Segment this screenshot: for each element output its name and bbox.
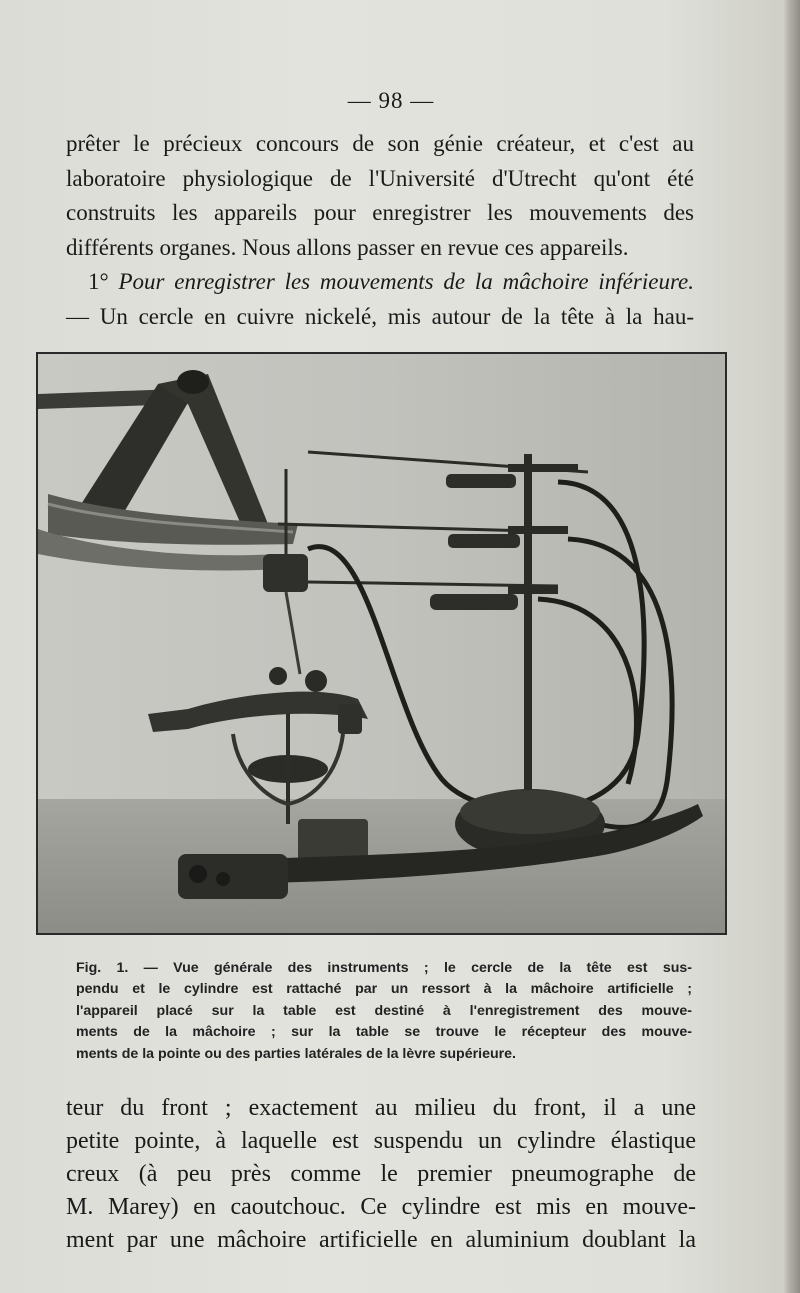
text-line: M. Marey) en caoutchouc. Ce cylindre est mis en mouve- <box>66 1194 696 1220</box>
text-line: petite pointe, à laquelle est suspendu un cylindre élastique <box>66 1128 696 1154</box>
photograph-illustration <box>38 354 725 933</box>
figure-caption <box>76 958 692 1065</box>
caption-line: ments de la mâchoire ; sur la table se trouve le récepteur des mouve- <box>76 1024 692 1041</box>
figure-photograph <box>36 352 727 935</box>
section-heading: Pour enregistrer les mouvements de la mâchoire inférieure. <box>118 269 694 294</box>
text-line: teur du front ; exactement au milieu du front, il a une <box>66 1095 696 1121</box>
text-line: ment par une mâchoire artificielle en aluminium doublant la <box>66 1227 696 1253</box>
top-paragraph <box>66 127 694 334</box>
caption-line: Fig. 1. — Vue générale des instruments ; le cercle de la tête est sus- <box>76 960 692 976</box>
text-line: — Un cercle en cuivre nickelé, mis autour de la tête à la hau- <box>66 303 694 329</box>
section-heading-line <box>66 265 694 300</box>
text-line: différents organes. Nous allons passer en revue ces appareils. <box>66 234 629 260</box>
text-line: creux (à peu près comme le premier pneumographe de <box>66 1161 696 1187</box>
text-line: laboratoire physiologique de l'Université d'Utrecht qu'ont été <box>66 165 694 191</box>
section-number: 1° <box>88 269 109 294</box>
caption-line: ments de la pointe ou des parties latérales de la lèvre supérieure. <box>76 1045 516 1062</box>
page-edge-shadow <box>782 0 800 1293</box>
caption-line: l'appareil placé sur la table est destiné à l'enregistrement des mouve- <box>76 1002 692 1019</box>
text-line: construits les appareils pour enregistrer les mouvements des <box>66 200 694 225</box>
caption-line: pendu et le cylindre est rattaché par un ressort à la mâchoire artificielle ; <box>76 981 692 998</box>
page-number: — 98 — <box>347 88 435 113</box>
bottom-paragraph <box>66 1092 696 1257</box>
text-line: prêter le précieux concours de son génie créateur, et c'est au <box>66 131 694 156</box>
